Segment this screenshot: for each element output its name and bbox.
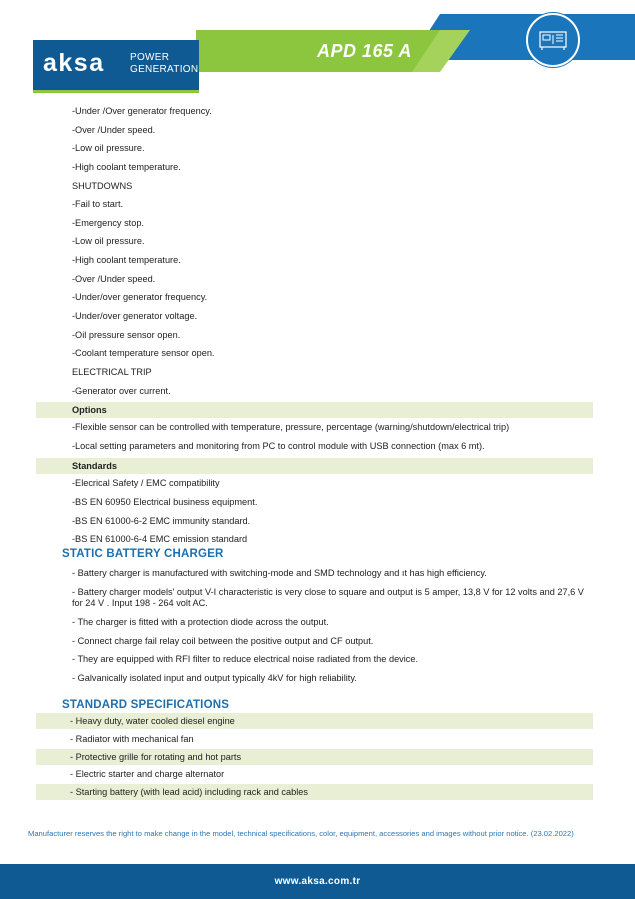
logo-accent-stripe bbox=[33, 90, 199, 93]
battery-charger-item: - Galvanically isolated input and output typically 4kV for high reliability. bbox=[72, 673, 357, 683]
shutdown-item: -Over /Under speed. bbox=[72, 274, 156, 284]
spec-item: - Radiator with mechanical fan bbox=[70, 734, 194, 744]
alarm-line: -Under /Over generator frequency. bbox=[72, 106, 212, 116]
spec-item: - Electric starter and charge alternator bbox=[70, 769, 225, 779]
standard-item: -Elecrical Safety / EMC compatibility bbox=[72, 478, 220, 488]
spec-item: - Protective grille for rotating and hot parts bbox=[70, 752, 242, 762]
battery-charger-item: - Battery charger is manufactured with switching-mode and SMD technology and ıt has high efficiency. bbox=[72, 568, 487, 578]
spec-item: - Starting battery (with lead acid) including rack and cables bbox=[70, 787, 308, 797]
logo-subtitle-generation: GENERATION bbox=[130, 64, 199, 75]
page-header bbox=[0, 0, 635, 100]
shutdown-item: -Emergency stop. bbox=[72, 218, 144, 228]
shutdown-item: -High coolant temperature. bbox=[72, 255, 181, 265]
generator-badge bbox=[526, 13, 580, 67]
standard-item: -BS EN 61000-6-2 EMC immunity standard. bbox=[72, 516, 251, 526]
model-title: APD 165 A bbox=[317, 41, 412, 61]
electrical-trip-item: -Generator over current. bbox=[72, 386, 171, 396]
generator-icon bbox=[538, 27, 568, 53]
options-heading: Options bbox=[72, 405, 107, 415]
shutdown-item: -Under/over generator frequency. bbox=[72, 292, 208, 302]
standards-heading: Standards bbox=[72, 461, 117, 471]
standard-specs-title: STANDARD SPECIFICATIONS bbox=[62, 699, 230, 711]
alarm-line: -Low oil pressure. bbox=[72, 143, 145, 153]
battery-charger-item: - The charger is fitted with a protection diode across the output. bbox=[72, 617, 329, 627]
logo-wordmark: aksa bbox=[43, 49, 105, 77]
battery-charger-item: - Connect charge fail relay coil between the positive output and CF output. bbox=[72, 636, 374, 646]
standard-item: -BS EN 60950 Electrical business equipment. bbox=[72, 497, 258, 507]
option-item: -Flexible sensor can be controlled with temperature, pressure, percentage (warning/shutdown/electrical trip) bbox=[72, 422, 510, 432]
page-footer bbox=[0, 864, 635, 899]
disclaimer-notice: Manufacturer reserves the right to make change in the model, technical specifications, color, equipment, accessories and images without prior notice. (23.02.2022) bbox=[28, 829, 574, 838]
shutdown-item: -Under/over generator voltage. bbox=[72, 311, 198, 321]
shutdown-item: -Coolant temperature sensor open. bbox=[72, 348, 215, 358]
options-band bbox=[36, 402, 593, 418]
website-link[interactable]: www.aksa.com.tr bbox=[274, 876, 361, 887]
company-logo bbox=[33, 40, 199, 90]
logo-subtitle-power: POWER bbox=[130, 52, 170, 63]
shutdown-item: -Fail to start. bbox=[72, 199, 124, 209]
alarm-line: -High coolant temperature. bbox=[72, 162, 181, 172]
spec-item: - Heavy duty, water cooled diesel engine bbox=[70, 716, 235, 726]
alarm-line: -Over /Under speed. bbox=[72, 125, 156, 135]
option-item: -Local setting parameters and monitoring from PC to control module with USB connection (max 6 mt). bbox=[72, 441, 485, 451]
standards-band bbox=[36, 458, 593, 474]
electrical-trip-heading: ELECTRICAL TRIP bbox=[72, 367, 152, 377]
shutdowns-heading: SHUTDOWNS bbox=[72, 181, 133, 191]
shutdown-item: -Oil pressure sensor open. bbox=[72, 330, 181, 340]
battery-charger-item: - They are equipped with RFI filter to reduce electrical noise radiated from the device. bbox=[72, 654, 419, 664]
shutdown-item: -Low oil pressure. bbox=[72, 236, 145, 246]
standard-item: -BS EN 61000-6-4 EMC emission standard bbox=[72, 534, 248, 544]
battery-charger-title: STATIC BATTERY CHARGER bbox=[62, 548, 224, 560]
battery-charger-item: - Battery charger models' output V-I characteristic is very close to square and output is 5 amper, 13,8 V for 12 volts and 27,6 V for 24 V . Input 198 - 264 volt AC. bbox=[72, 587, 584, 608]
